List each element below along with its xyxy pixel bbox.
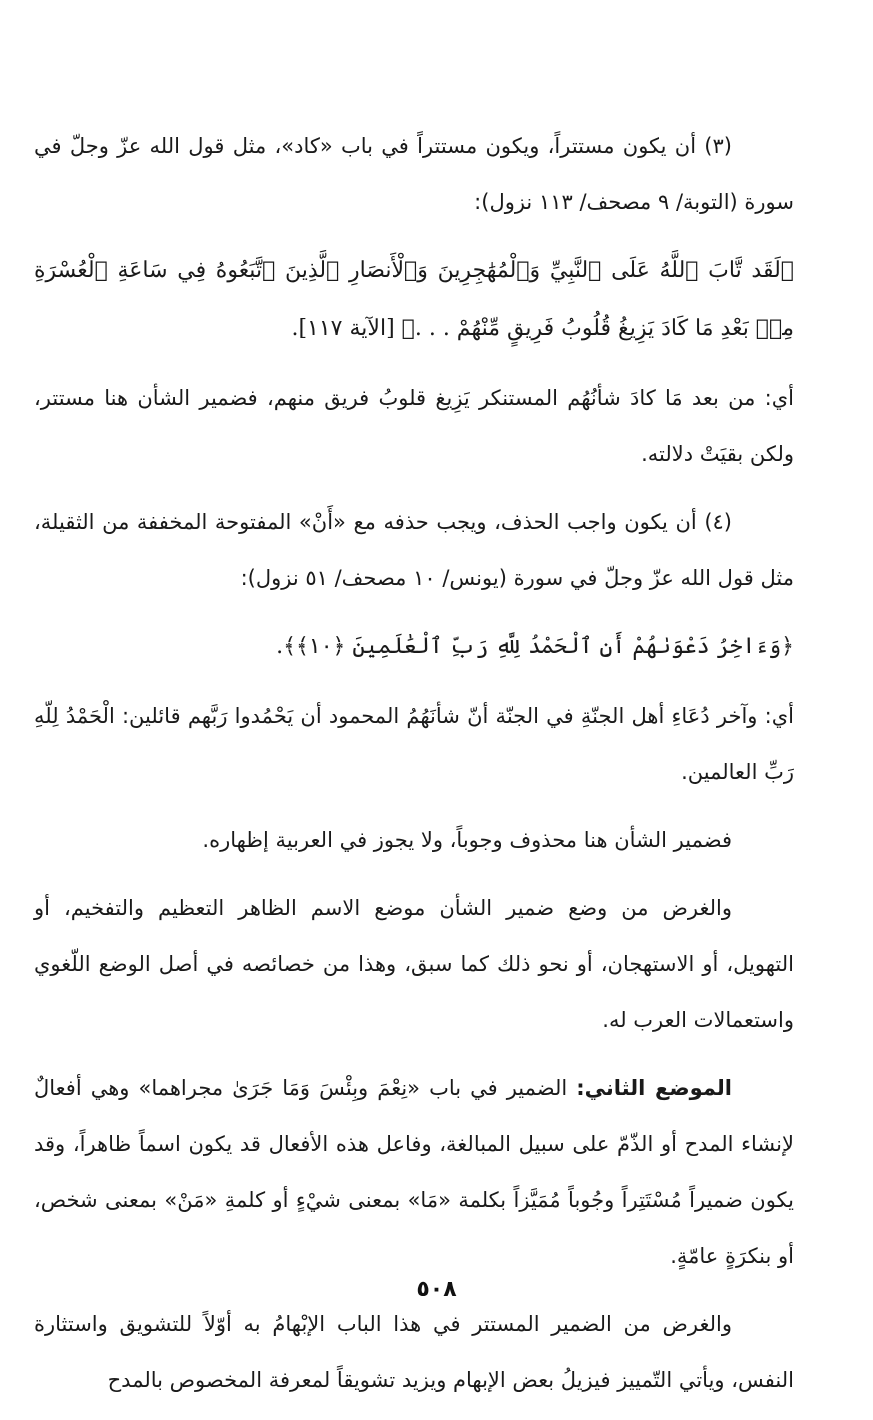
section-text: الضمير في باب «نِعْمَ وبِئْسَ وَمَا جَرَىٰ مجراهما» وهي أفعالٌ لإنشاء المدح أو الذّمّ على سبيل المبالغة، وفاعل هذه الأفعال قد يكون اسماً ظاهراً، وقد يكون ضميراً مُسْتَتِراً وجُوباً مُمَيَّزاً بكلمة «مَا» بمعنى شيْءٍ أو كلمةِ «مَنْ» بمعنى شخص، أو بنكرَةٍ عامّةٍ. bbox=[34, 1076, 794, 1268]
quran-verse-tawbah: ﴿لَقَد تَّابَ ٱللَّهُ عَلَى ٱلنَّبِيِّ وَٱلْمُهَٰجِرِينَ وَٱلْأَنصَارِ ٱلَّذِينَ ٱتَّبَعُوهُ فِي سَاعَةِ ٱلْعُسْرَةِ مِنۢ بَعْدِ مَا كَادَ يَزِيغُ قُلُوبُ فَرِيقٍ مِّنْهُمْ . . .﴾ [الآية ١١٧]. bbox=[34, 258, 794, 341]
page-number: ٥٠٨ bbox=[416, 1277, 457, 1302]
paragraph-omission-note: فضمير الشأن هنا محذوف وجوباً، ولا يجوز في العربية إظهاره. bbox=[202, 828, 732, 852]
paragraph-case-4: (٤) أن يكون واجب الحذف، ويجب حذفه مع «أَنْ» المفتوحة المخففة من الثقيلة، مثل قول الله عزّ وجلّ في سورة (يونس/ ١٠ مصحف/ ٥١ نزول): bbox=[34, 510, 794, 590]
paragraph-explanation-2: أي: وآخر دُعَاءِ أهل الجنّةِ في الجنّة أنّ شأنَهُمُ المحمود أن يَحْمُدوا رَبَّهم قائلين: الْحَمْدُ لِلّهِ رَبِّ العالمين. bbox=[34, 704, 794, 784]
section-label: الموضع الثاني: bbox=[576, 1076, 732, 1100]
paragraph-explanation-1: أي: من بعد مَا كادَ شأنُهُم المستنكر يَزِيغ قلوبُ فريق منهم، فضمير الشأن هنا مستتر، ولكن بقيَتْ دلالته. bbox=[34, 386, 794, 466]
paragraph-purpose-hidden-pronoun: والغرض من الضمير المستتر في هذا الباب الإبْهامُ به أوّلاً للتشويق واستثارة النفس، ويأتي التّمييز فيزيلُ بعض الإبهام ويزيد تشويقاً لمعرفة المخصوص بالمدح bbox=[34, 1312, 794, 1392]
paragraph-second-position bbox=[34, 1060, 794, 1284]
paragraph-purpose: والغرض من وضع ضمير الشأن موضع الاسم الظاهر التعظيم والتفخيم، أو التهويل، أو الاستهجان، أو نحو ذلك كما سبق، وهذا من خصائصه في أصل الوضع اللّغوي واستعمالات العرب له. bbox=[34, 896, 794, 1032]
paragraph-case-3: (٣) أن يكون مستتراً، ويكون مستتراً في باب «كاد»، مثل قول الله عزّ وجلّ في سورة (التوبة/ ٩ مصحف/ ١١٣ نزول): bbox=[34, 134, 794, 214]
quran-verse-yunus: ﴿وَءَاخِرُ دَعْوَىٰهُمْ أَنِ ٱلْحَمْدُ لِلَّهِ رَبِّ ٱلْعَٰلَمِينَ ﴿١٠﴾﴾. bbox=[276, 634, 794, 659]
page-body bbox=[34, 118, 794, 1420]
